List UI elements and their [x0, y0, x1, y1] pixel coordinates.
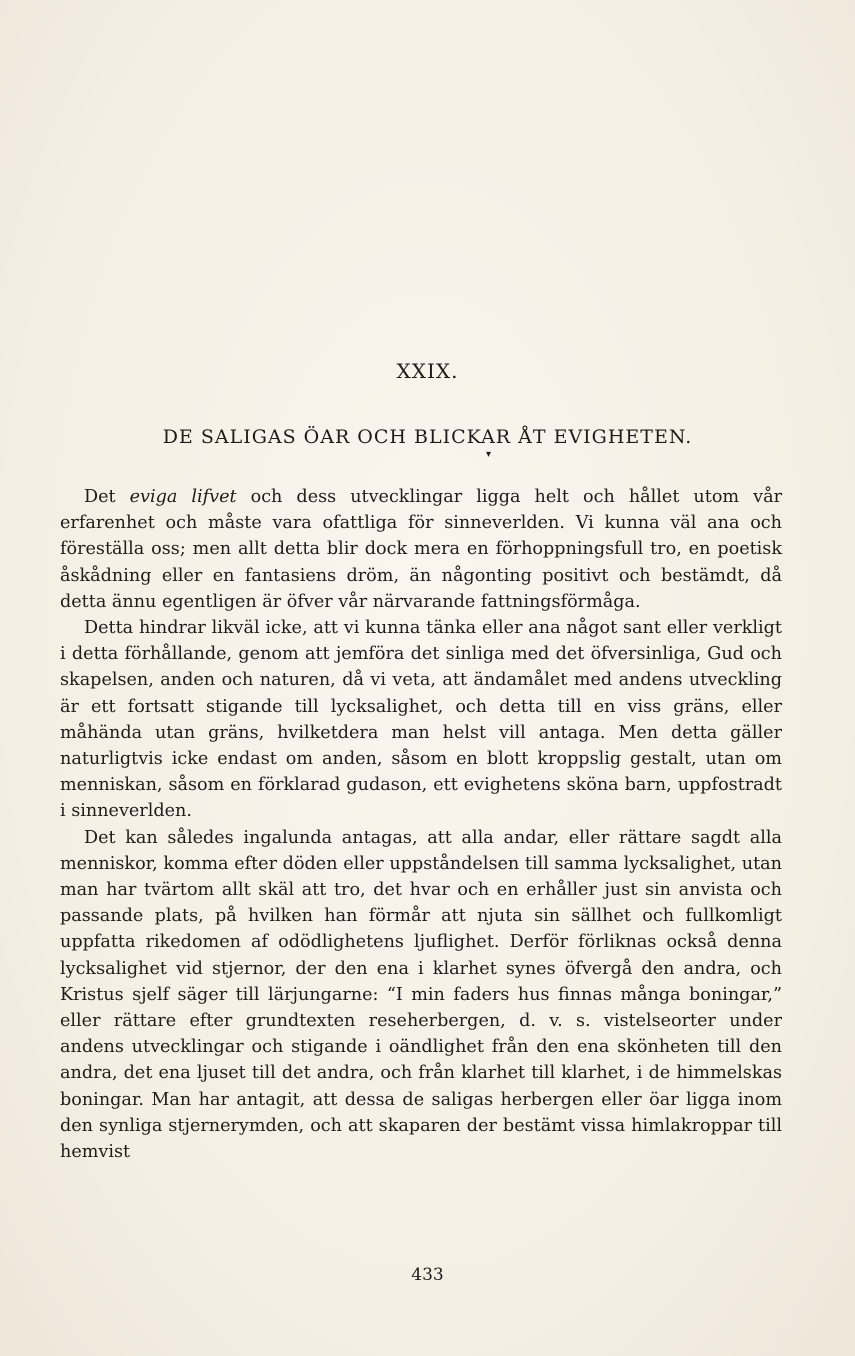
paragraph-2: Detta hindrar likväl icke, att vi kunna tänka eller ana något sant eller verkligt i detta förhållande, genom att jemföra det sinliga med det öfversinliga, Gud och skapelsen, anden och naturen, då vi veta, att ändamålet med andens utveckling är ett fortsatt stigande till lycksalighet, och detta till en viss gräns, eller måhända utan gräns, hvilketdera man helst vill antaga. Men detta gäller naturligtvis icke endast om anden, såsom en blott kroppslig gestalt, utan om menniskan, såsom en förklarad gudason, ett evighetens sköna barn, uppfostradt i sinneverlden. [60, 618, 782, 822]
chapter-number: XXIX. [396, 359, 459, 383]
paragraph-1-rest: och dess utvecklingar ligga helt och hållet utom vår erfarenhet och måste vara ofattliga för sinneverlden. Vi kunna väl ana och föreställa oss; men allt detta blir dock mera en förhoppningsfull tro, en poetisk åskådning eller en fantasiens dröm, än någonting positivt och bestämdt, då detta ännu egentligen är öfver vår närvarande fattningsförmåga. [60, 487, 782, 612]
chapter-title: DE SALIGAS ÖAR OCH BLICKAR ÅT EVIGHETEN. [162, 426, 693, 448]
paragraph-1-lead: Det [84, 487, 130, 507]
body-text [60, 484, 782, 1165]
ornament-mark: ▾ [486, 449, 492, 460]
paragraph-3: Det kan således ingalunda antagas, att alla andar, eller rättare sagdt alla menniskor, komma efter döden eller uppståndelsen till samma lycksalighet, utan man har tvärtom allt skäl att tro, det hvar och en erhåller just sin anvista och passande plats, på hvilken han förmår att njuta sin sällhet och fullkomligt uppfatta rikedomen af odödlighetens ljuflighet. Derför förliknas också denna lycksalighet vid stjernor, der den ena i klarhet synes öfvergå den andra, och Kristus sjelf säger till lärjungarne: “I min faders hus finnas många boningar,” eller rättare efter grundtexten reseherbergen, d. v. s. vistelseorter under andens utvecklingar och stigande i oändlighet från den ena skönheten till den andra, det ena ljuset till det andra, och från klarhet till klarhet, i de himmelskas boningar. Man har antagit, att dessa de saligas herbergen eller öar ligga inom den synliga stjernerymden, och att skaparen der bestämt vissa himlakroppar till hemvist [60, 827, 782, 1163]
paragraph-1 [60, 484, 782, 615]
paragraph-1-emphasis: eviga lifvet [129, 487, 237, 507]
page-number: 433 [411, 1265, 444, 1285]
